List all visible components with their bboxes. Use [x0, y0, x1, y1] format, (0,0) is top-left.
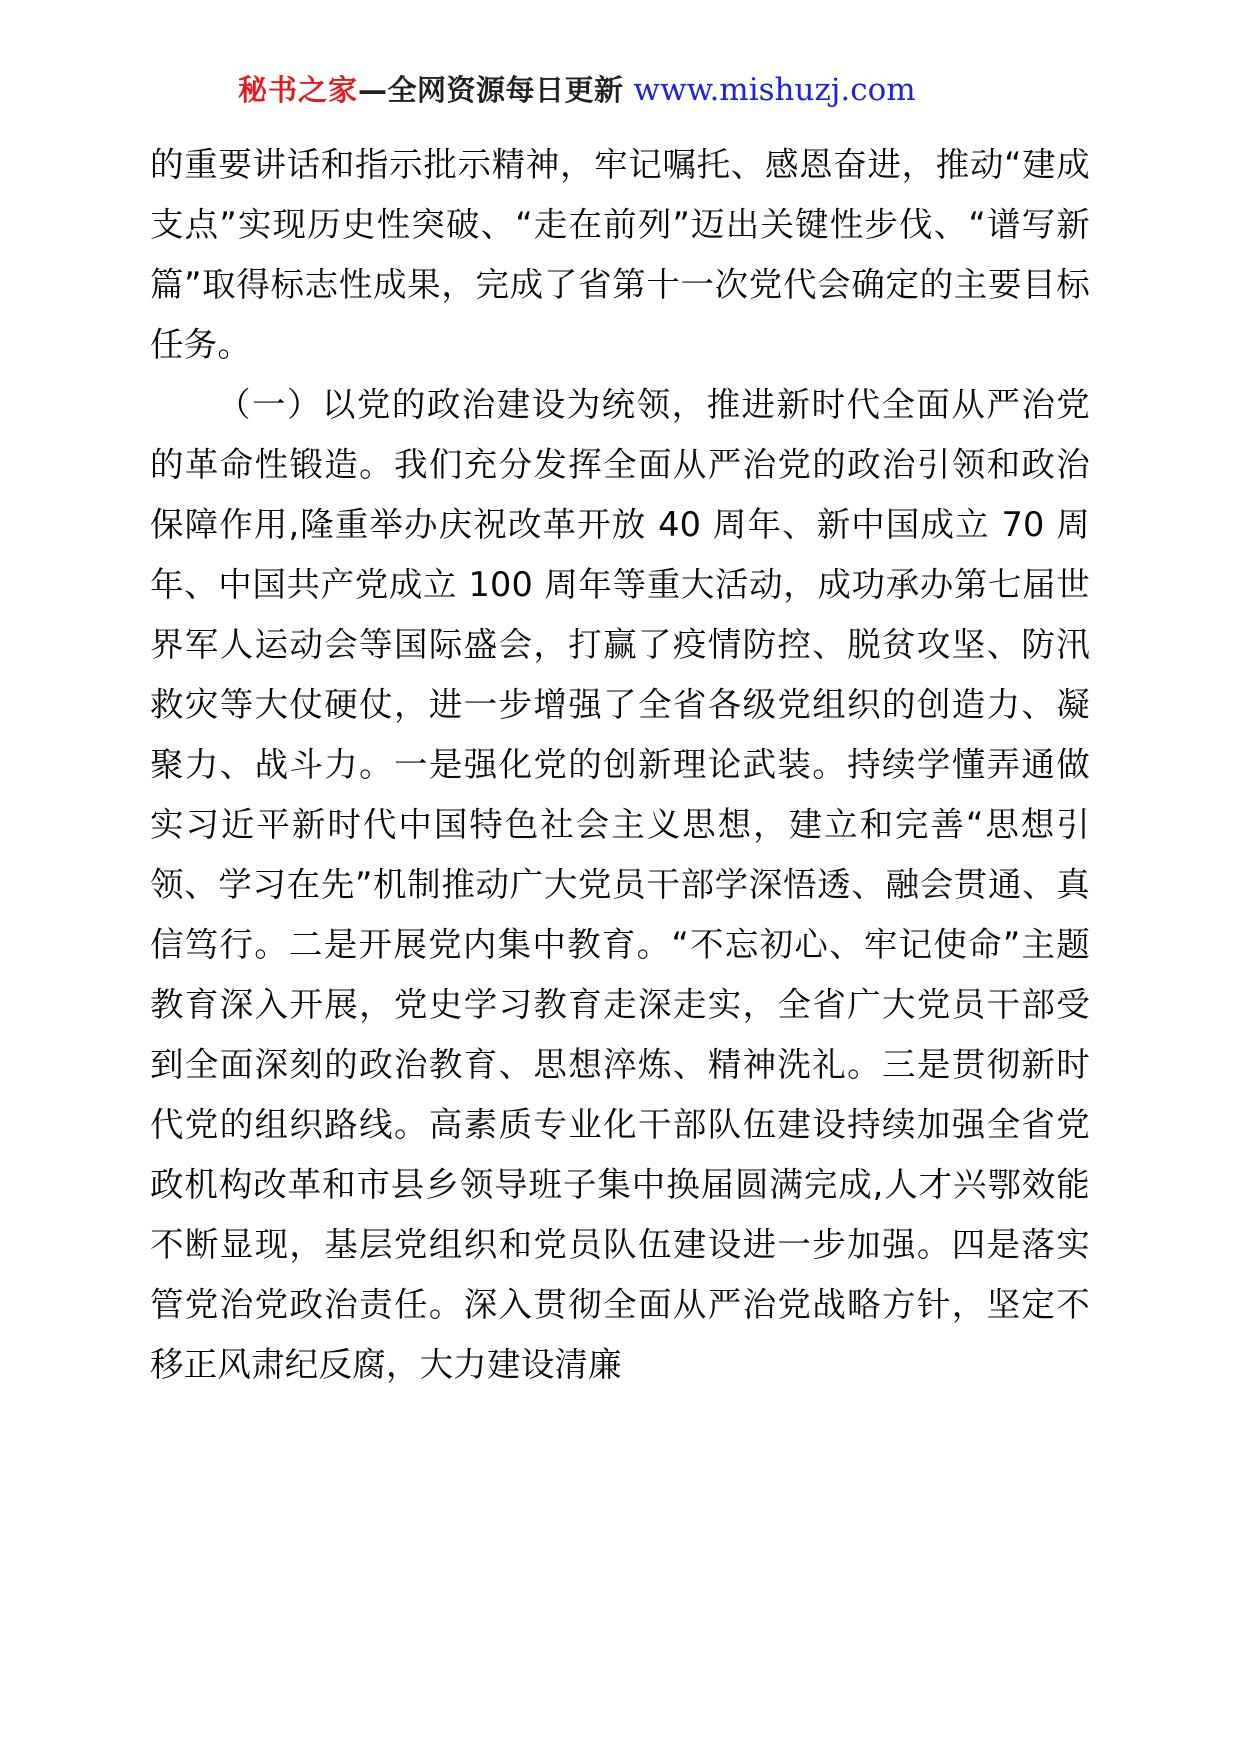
- document-body: [150, 135, 1090, 1395]
- site-brand-name: 秘书之家: [238, 73, 359, 107]
- site-tagline: —全网资源每日更新: [358, 73, 624, 107]
- site-watermark-banner: [238, 72, 1090, 109]
- paragraph-continuation: 的重要讲话和指示批示精神，牢记嘱托、感恩奋进，推动“建成支点”实现历史性突破、“走在前列”迈出关键性步伐、“谱写新篇”取得标志性成果，完成了省第十一次党代会确定的主要目标任务。: [150, 145, 1090, 365]
- paragraph-section-one: （一）以党的政治建设为统领，推进新时代全面从严治党的革命性锻造。我们充分发挥全面从严治党的政治引领和政治保障作用,隆重举办庆祝改革开放 40 周年、新中国成立 70 周年、中国共产党成立 100 周年等重大活动，成功承办第七届世界军人运动会等国际盛会，打赢了疫情防控、脱贫攻坚、防汛救灾等大仗硬仗，进一步增强了全省各级党组织的创造力、凝聚力、战斗力。一是强化党的创新理论武装。持续学懂弄通做实习近平新时代中国特色社会主义思想，建立和完善“思想引领、学习在先”机制推动广大党员干部学深悟透、融会贯通、真信笃行。二是开展党内集中教育。“不忘初心、牢记使命”主题教育深入开展，党史学习教育走深走实，全省广大党员干部受到全面深刻的政治教育、思想淬炼、精神洗礼。三是贯彻新时代党的组织路线。高素质专业化干部队伍建设持续加强全省党政机构改革和市县乡领导班子集中换届圆满完成,人才兴鄂效能不断显现，基层党组织和党员队伍建设进一步加强。四是落实管党治党政治责任。深入贯彻全面从严治党战略方针，坚定不移正风肃纪反腐，大力建设清廉: [150, 385, 1090, 1385]
- site-url-link[interactable]: www.mishuzj.com: [633, 72, 916, 108]
